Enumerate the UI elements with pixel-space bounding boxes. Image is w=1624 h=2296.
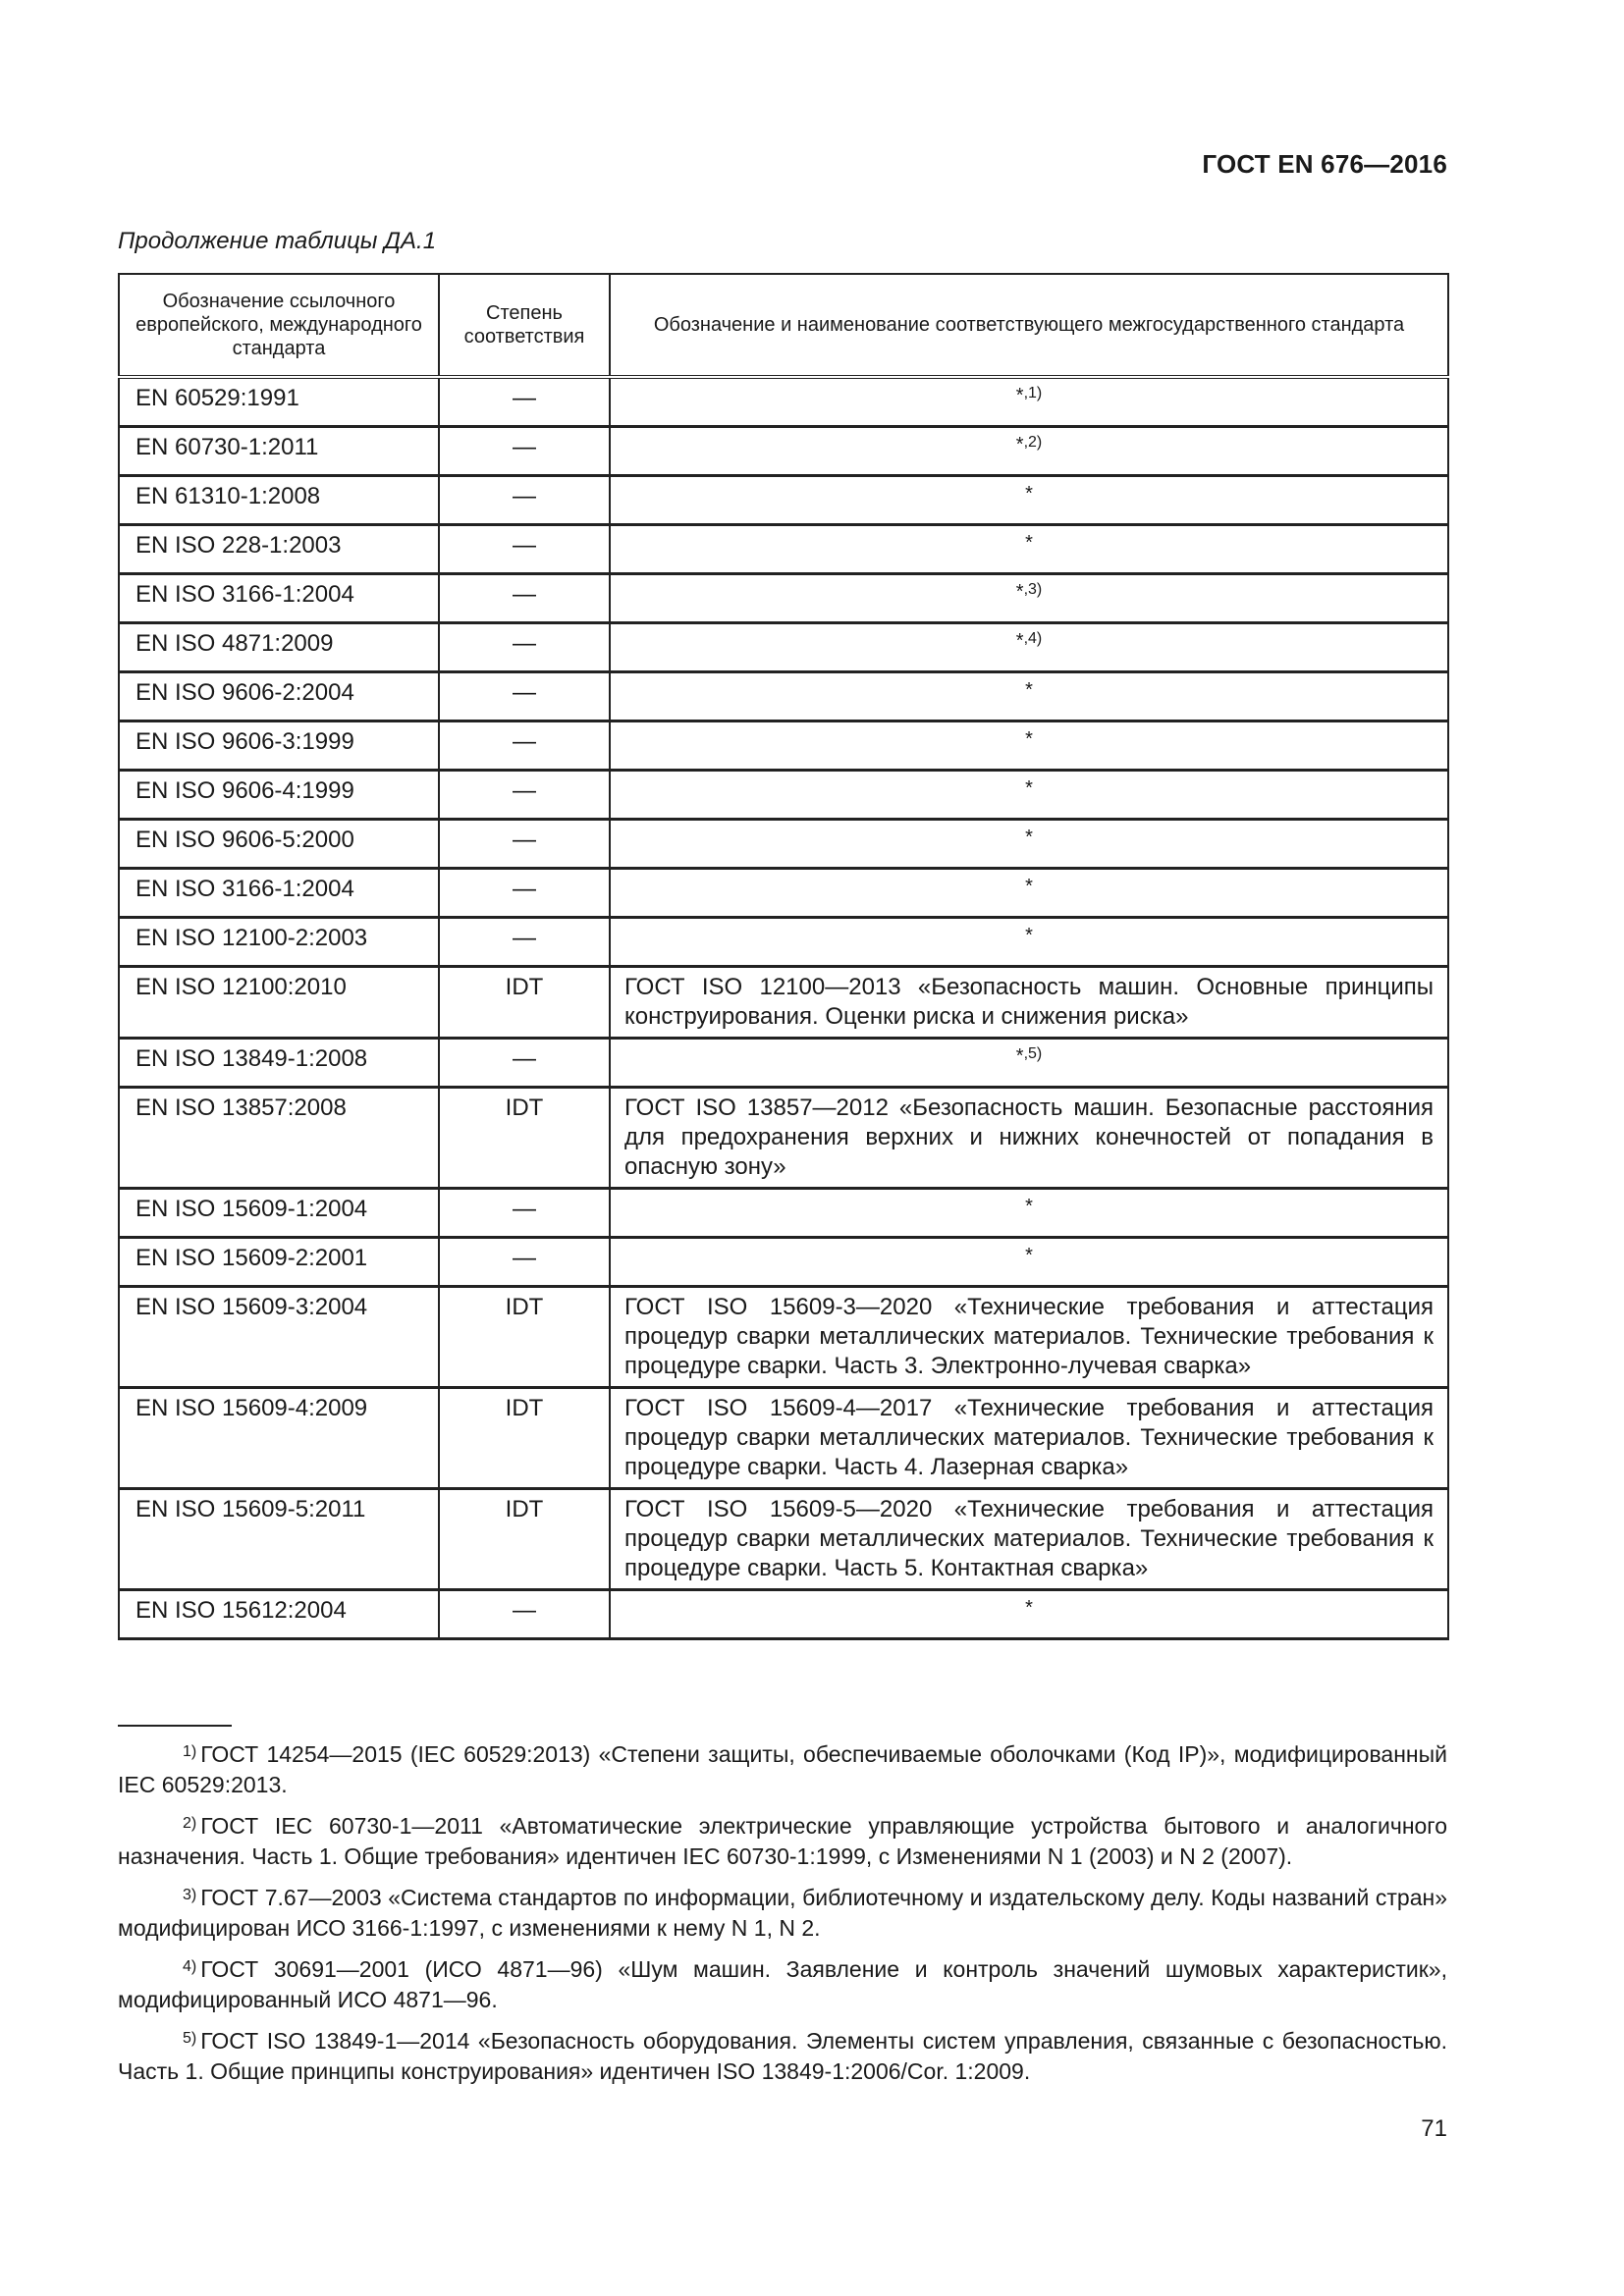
cell-degree: IDT <box>439 966 610 1038</box>
table-row <box>119 475 1448 524</box>
cell-reference-standard: EN ISO 3166-1:2004 <box>119 573 439 622</box>
cell-interstate-standard: ГОСТ ISO 15609-5—2020 «Технические требования и аттестация процедур сварки металлических материалов. Технические требования к процедуре сварки. Часть 5. Контактная сварка» <box>610 1488 1448 1589</box>
cell-reference-standard: EN 61310-1:2008 <box>119 475 439 524</box>
footnote-mark: 2) <box>183 1815 197 1832</box>
cell-reference-standard: EN ISO 9606-5:2000 <box>119 819 439 868</box>
cell-degree: — <box>439 671 610 721</box>
table-row <box>119 917 1448 966</box>
table-row <box>119 671 1448 721</box>
asterisk-mark: * <box>1025 1195 1033 1217</box>
cell-reference-standard: EN ISO 9606-2:2004 <box>119 671 439 721</box>
footnote <box>118 1811 1447 1872</box>
footnote-reference[interactable]: ,3) <box>1023 580 1043 598</box>
footnote-mark: 1) <box>183 1743 197 1760</box>
table-row <box>119 1488 1448 1589</box>
cell-reference-standard: EN ISO 4871:2009 <box>119 622 439 671</box>
cell-degree: — <box>439 475 610 524</box>
asterisk-mark: * <box>1025 826 1033 848</box>
cell-interstate-standard <box>610 671 1448 721</box>
cell-reference-standard: EN ISO 9606-3:1999 <box>119 721 439 770</box>
asterisk-mark: * <box>1015 433 1024 455</box>
table-row <box>119 622 1448 671</box>
asterisk-mark: * <box>1025 776 1033 799</box>
asterisk-mark: * <box>1015 580 1024 603</box>
cell-reference-standard: EN ISO 9606-4:1999 <box>119 770 439 819</box>
footnote-text: ГОСТ IEC 60730-1—2011 «Автоматические электрические управляющие устройства бытового и аналогичного назначения. Часть 1. Общие требования» идентичен IEC 60730-1:1999, с Изменениями N 1 (2003) и N 2 (2007). <box>118 1813 1447 1869</box>
cell-reference-standard: EN 60730-1:2011 <box>119 426 439 475</box>
cell-reference-standard: EN ISO 15609-2:2001 <box>119 1237 439 1286</box>
cell-degree: — <box>439 524 610 573</box>
footnote-text: ГОСТ 7.67—2003 «Система стандартов по информации, библиотечному и издательскому делу. Коды названий стран» модифицирован ИСО 3166-1:1997, с изменениями к нему N 1, N 2. <box>118 1885 1447 1941</box>
cell-interstate-standard <box>610 1589 1448 1638</box>
footnote <box>118 1883 1447 1944</box>
cell-degree: — <box>439 573 610 622</box>
footnote-separator <box>118 1725 232 1727</box>
cell-interstate-standard <box>610 475 1448 524</box>
table-header-row <box>119 274 1448 377</box>
footnote-reference[interactable]: ,4) <box>1023 629 1043 647</box>
asterisk-mark: * <box>1025 678 1033 701</box>
table-body <box>119 377 1448 1638</box>
table-row <box>119 1286 1448 1387</box>
cell-reference-standard: EN ISO 15609-5:2011 <box>119 1488 439 1589</box>
footnote-mark: 5) <box>183 2030 197 2047</box>
cell-interstate-standard <box>610 1188 1448 1237</box>
cell-interstate-standard <box>610 1237 1448 1286</box>
cell-interstate-standard <box>610 524 1448 573</box>
cell-reference-standard: EN ISO 3166-1:2004 <box>119 868 439 917</box>
cell-interstate-standard <box>610 868 1448 917</box>
cell-reference-standard: EN ISO 15609-4:2009 <box>119 1387 439 1488</box>
asterisk-mark: * <box>1025 531 1033 554</box>
document-code-header: ГОСТ EN 676—2016 <box>1202 149 1447 179</box>
asterisk-mark: * <box>1025 924 1033 946</box>
cell-interstate-standard <box>610 770 1448 819</box>
cell-interstate-standard: ГОСТ ISO 13857—2012 «Безопасность машин. Безопасные расстояния для предохранения верхних и нижних конечностей от попадания в опасную зону» <box>610 1087 1448 1188</box>
footnote-mark: 4) <box>183 1958 197 1975</box>
cell-interstate-standard: ГОСТ ISO 15609-4—2017 «Технические требования и аттестация процедур сварки металлических материалов. Технические требования к процедуре сварки. Часть 4. Лазерная сварка» <box>610 1387 1448 1488</box>
cell-degree: — <box>439 1237 610 1286</box>
cell-interstate-standard <box>610 917 1448 966</box>
cell-degree: — <box>439 1188 610 1237</box>
footnote-text: ГОСТ 30691—2001 (ИСО 4871—96) «Шум машин. Заявление и контроль значений шумовых характеристик», модифицированный ИСО 4871—96. <box>118 1956 1447 2012</box>
header-reference-standard: Обозначение ссылочного европейского, международного стандарта <box>119 274 439 377</box>
asterisk-mark: * <box>1015 1044 1024 1067</box>
cell-degree: — <box>439 622 610 671</box>
cell-degree: IDT <box>439 1087 610 1188</box>
cell-interstate-standard <box>610 1038 1448 1087</box>
cell-interstate-standard <box>610 426 1448 475</box>
cell-degree: — <box>439 917 610 966</box>
cell-reference-standard: EN ISO 12100:2010 <box>119 966 439 1038</box>
footnote <box>118 1739 1447 1800</box>
table-row <box>119 1237 1448 1286</box>
cell-degree: — <box>439 1589 610 1638</box>
footnote <box>118 1954 1447 2015</box>
footnote <box>118 2026 1447 2087</box>
table-row <box>119 1589 1448 1638</box>
asterisk-mark: * <box>1025 1596 1033 1619</box>
footnote-reference[interactable]: ,5) <box>1023 1044 1043 1062</box>
cell-interstate-standard <box>610 721 1448 770</box>
cell-reference-standard: EN ISO 13849-1:2008 <box>119 1038 439 1087</box>
table-row <box>119 426 1448 475</box>
asterisk-mark: * <box>1025 482 1033 505</box>
table-row <box>119 819 1448 868</box>
table-row <box>119 573 1448 622</box>
header-degree-of-correspondence: Степень соответствия <box>439 274 610 377</box>
cell-degree: IDT <box>439 1488 610 1589</box>
cell-degree: — <box>439 426 610 475</box>
cell-degree: IDT <box>439 1286 610 1387</box>
table-row <box>119 524 1448 573</box>
table-row <box>119 770 1448 819</box>
standards-correspondence-table <box>118 273 1449 1640</box>
table-row <box>119 1188 1448 1237</box>
footnote-reference[interactable]: ,2) <box>1023 433 1043 451</box>
cell-reference-standard: EN 60529:1991 <box>119 377 439 426</box>
cell-reference-standard: EN ISO 15612:2004 <box>119 1589 439 1638</box>
table-row <box>119 377 1448 426</box>
cell-degree: — <box>439 721 610 770</box>
cell-reference-standard: EN ISO 15609-3:2004 <box>119 1286 439 1387</box>
cell-degree: — <box>439 819 610 868</box>
asterisk-mark: * <box>1015 385 1024 406</box>
cell-interstate-standard <box>610 622 1448 671</box>
cell-degree: — <box>439 377 610 426</box>
asterisk-mark: * <box>1025 727 1033 750</box>
footnote-text: ГОСТ ISO 13849-1—2014 «Безопасность оборудования. Элементы систем управления, связанные с безопасностью. Часть 1. Общие принципы конструирования» идентичен ISO 13849-1:2006/Cor. 1:2009. <box>118 2028 1447 2084</box>
cell-interstate-standard <box>610 377 1448 426</box>
table-row <box>119 721 1448 770</box>
asterisk-mark: * <box>1015 629 1024 652</box>
cell-interstate-standard: ГОСТ ISO 15609-3—2020 «Технические требования и аттестация процедур сварки металлических материалов. Технические требования к процедуре сварки. Часть 3. Электронно-лучевая сварка» <box>610 1286 1448 1387</box>
cell-degree: IDT <box>439 1387 610 1488</box>
table-caption: Продолжение таблицы ДА.1 <box>118 228 437 254</box>
table-row <box>119 1087 1448 1188</box>
cell-degree: — <box>439 770 610 819</box>
cell-reference-standard: EN ISO 228-1:2003 <box>119 524 439 573</box>
asterisk-mark: * <box>1025 875 1033 897</box>
footnote-text: ГОСТ 14254—2015 (IEC 60529:2013) «Степени защиты, обеспечиваемые оболочками (Код IP)», модифицированный IEC 60529:2013. <box>118 1741 1447 1797</box>
cell-interstate-standard <box>610 819 1448 868</box>
footnote-reference[interactable]: ,1) <box>1023 385 1043 401</box>
table-row <box>119 1038 1448 1087</box>
cell-reference-standard: EN ISO 13857:2008 <box>119 1087 439 1188</box>
cell-interstate-standard: ГОСТ ISO 12100—2013 «Безопасность машин. Основные принципы конструирования. Оценки риска и снижения риска» <box>610 966 1448 1038</box>
footnote-mark: 3) <box>183 1887 197 1903</box>
table-row <box>119 966 1448 1038</box>
cell-reference-standard: EN ISO 12100-2:2003 <box>119 917 439 966</box>
cell-reference-standard: EN ISO 15609-1:2004 <box>119 1188 439 1237</box>
table-row <box>119 1387 1448 1488</box>
cell-degree: — <box>439 868 610 917</box>
page-number: 71 <box>1421 2115 1447 2142</box>
header-interstate-standard: Обозначение и наименование соответствующего межгосударственного стандарта <box>610 274 1448 377</box>
cell-degree: — <box>439 1038 610 1087</box>
footnotes <box>118 1739 1447 2098</box>
cell-interstate-standard <box>610 573 1448 622</box>
asterisk-mark: * <box>1025 1244 1033 1266</box>
table-row <box>119 868 1448 917</box>
